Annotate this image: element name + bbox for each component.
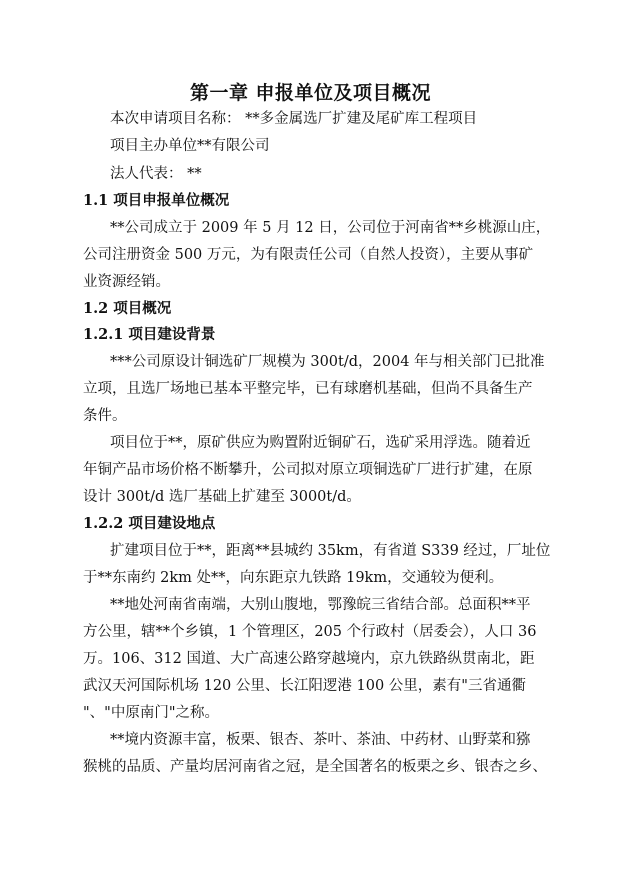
body-line: 武汉天河国际机场 120 公里、长江阳逻港 100 公里，素有"三省通衢 [83,678,526,694]
body-line: **公司成立于 2009 年 5 月 12 日，公司位于河南省**乡桃源山庄， [110,220,551,236]
body-line: 方公里，辖**个乡镇，1 个管理区，205 个行政村（居委会），人口 36 [83,624,537,640]
chapter-title: 第一章 申报单位及项目概况 [189,82,432,104]
body-line: 于**东南约 2km 处**，向东距京九铁路 19km，交通较为便利。 [83,570,504,586]
project-name-line: 本次申请项目名称： **多金属选厂扩建及尾矿库工程项目 [110,111,478,127]
section-1-2-2-heading: 1.2.2 项目建设地点 [83,515,216,532]
body-line: 设计 300t/d 选厂基础上扩建至 3000t/d。 [83,489,361,505]
body-line: 猴桃的品质、产量均居河南省之冠，是全国著名的板栗之乡、银杏之乡、 [83,759,547,775]
body-line: 公司注册资金 500 万元，为有限责任公司（自然人投资），主要从事矿 [83,247,534,263]
body-line: "、"中原南门"之称。 [83,705,220,721]
body-line: 项目位于**，原矿供应为购置附近铜矿石，选矿采用浮选。随着近 [110,435,531,451]
body-line: 扩建项目位于**，距离**县城约 35km，有省道 S339 经过，厂址位 [110,543,551,559]
section-1-1-heading: 1.1 项目申报单位概况 [83,192,230,209]
legal-rep-line: 法人代表： ** [110,166,202,182]
section-1-2-1-heading: 1.2.1 项目建设背景 [83,326,216,343]
section-1-2-heading: 1.2 项目概况 [83,300,172,317]
body-line: **地处河南省南端，大别山腹地，鄂豫皖三省结合部。总面积**平 [110,597,531,613]
body-line: 条件。 [83,408,127,424]
body-line: 万。106、312 国道、大广高速公路穿越境内，京九铁路纵贯南北，距 [83,651,535,667]
sponsor-line: 项目主办单位**有限公司 [110,138,270,154]
body-line: 年铜产品市场价格不断攀升，公司拟对原立项铜选矿厂进行扩建，在原 [83,462,533,478]
body-line: 立项，且选厂场地已基本平整完毕，已有球磨机基础，但尚不具备生产 [83,381,533,397]
body-line: **境内资源丰富，板栗、银杏、茶叶、茶油、中药材、山野菜和猕 [110,732,531,748]
body-line: ***公司原设计铜选矿厂规模为 300t/d，2004 年与相关部门已批准 [110,354,545,370]
body-line: 业资源经销。 [83,274,170,290]
